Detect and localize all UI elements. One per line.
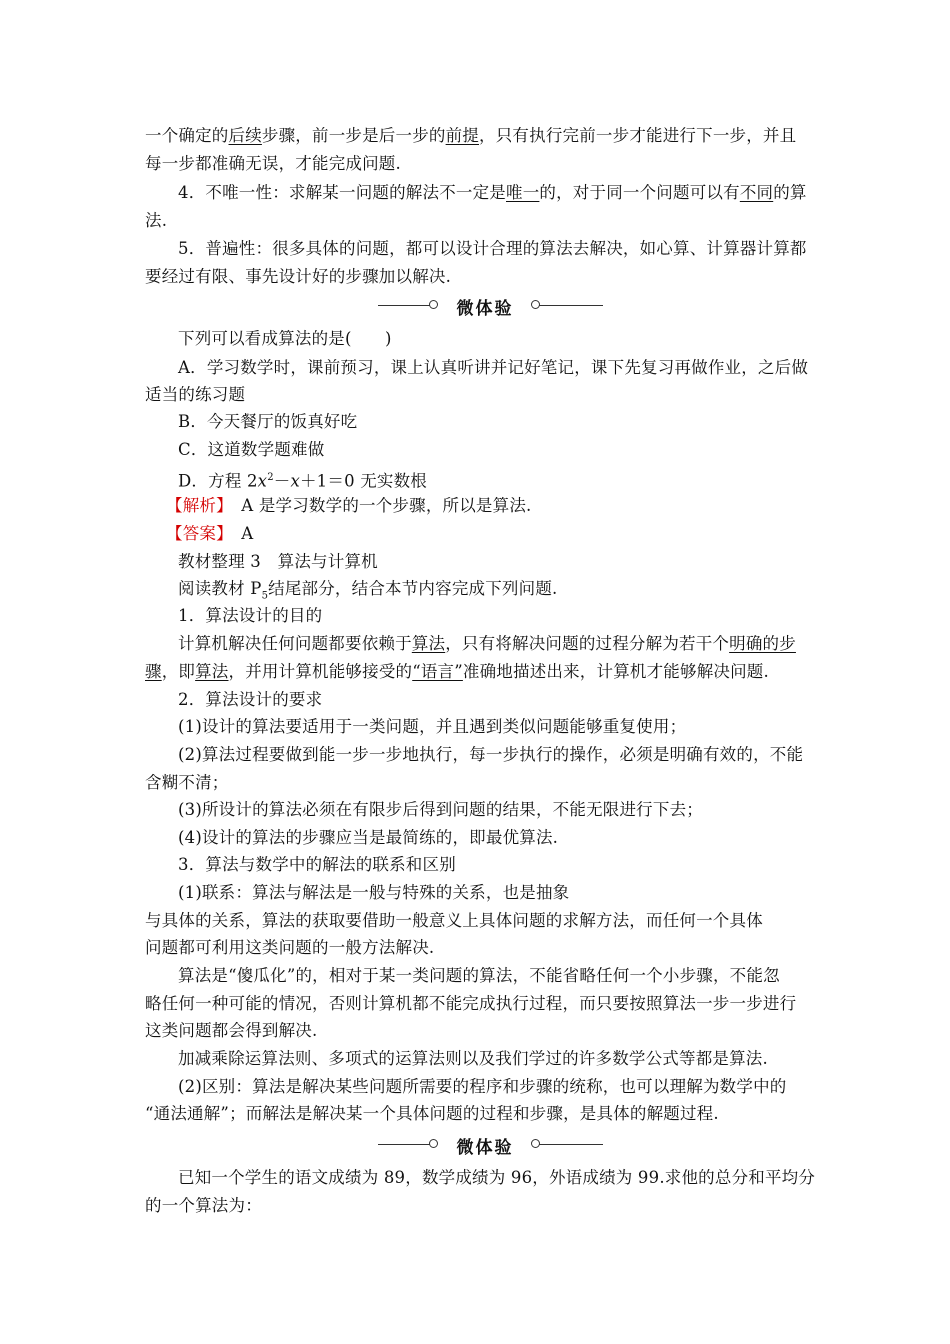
paragraph-line: (3)所设计的算法必须在有限步后得到问题的结果，不能无限进行下去； [178, 800, 703, 819]
paragraph-line: 阅读教材 $P_5$结尾部分，结合本节内容完成下列问题. [178, 579, 558, 602]
item-heading: 3．算法与数学中的解法的联系和区别 [178, 855, 456, 874]
option-a: A．学习数学时，课前预习，课上认真听讲并记好笔记，课下先复习再做作业，之后做 [178, 358, 809, 377]
section-title: 微体验 [456, 299, 514, 319]
paragraph-line: 已知一个学生的语文成绩为 89，数学成绩为 96，外语成绩为 99.求他的总分和平均分 [178, 1168, 816, 1187]
paragraph-line: 要经过有限、事先设计好的步骤加以解决. [145, 267, 452, 286]
answer-tag: 【答案】 [166, 524, 225, 543]
question-stem: 下列可以看成算法的是( ) [178, 329, 392, 348]
paragraph-line: 算法是“傻瓜化”的，相对于某一类问题的算法，不能省略任何一个小步骤，不能忽 [178, 966, 780, 985]
option-c: C．这道数学题难做 [178, 440, 325, 459]
paragraph-line: 4．不唯一性：求解某一问题的解法不一定是唯一的，对于同一个问题可以有不同的算 [178, 183, 807, 202]
paragraph-line: 含糊不清； [145, 773, 229, 792]
paragraph-line: 骤，即算法，并用计算机能够接受的“语言”准确地描述出来，计算机才能够解决问题. [145, 662, 769, 681]
section-divider [0, 1133, 950, 1157]
section-title: 微体验 [456, 1138, 514, 1158]
paragraph-line: (1)设计的算法要适用于一类问题，并且遇到类似问题能够重复使用； [178, 717, 687, 736]
paragraph-line: (2)区别：算法是解决某些问题所需要的程序和步骤的统称，也可以理解为数学中的 [178, 1077, 787, 1096]
paragraph-line: 每一步都准确无误，才能完成问题. [145, 154, 401, 173]
paragraph-line: 这类问题都会得到解决. [145, 1021, 318, 1040]
item-heading: 2．算法设计的要求 [178, 690, 323, 709]
paragraph-line: 略任何一种可能的情况，否则计算机都不能完成执行过程，而只要按照算法一步一步进行 [145, 994, 797, 1013]
paragraph-line: 一个确定的后续步骤，前一步是后一步的前提，只有执行完前一步才能进行下一步，并且 [145, 126, 797, 145]
paragraph-line: 的一个算法为： [145, 1196, 262, 1215]
paragraph-line: 5．普遍性：很多具体的问题，都可以设计合理的算法去解决，如心算、计算器计算都 [178, 239, 807, 258]
paragraph-line: 与具体的关系，算法的获取要借助一般意义上具体问题的求解方法，而任何一个具体 [145, 911, 763, 930]
paragraph-line: 法. [145, 211, 168, 230]
paragraph-line: (2)算法过程要做到能一步一步地执行，每一步执行的操作，必须是明确有效的，不能 [178, 745, 804, 764]
option-a-cont: 适当的练习题 [145, 385, 246, 404]
answer-line: 【答案】 A [166, 524, 254, 543]
paragraph-line: 问题都可利用这类问题的一般方法解决. [145, 938, 435, 957]
paragraph-line: (1)联系：算法与解法是一般与特殊的关系，也是抽象 [178, 883, 570, 902]
option-d: D．方程 $2x^2-x+1=0$ 无实数根 [178, 471, 428, 491]
paragraph-line: “通法通解”；而解法是解决某一个具体问题的过程和步骤，是具体的解题过程. [145, 1104, 719, 1123]
option-b: B．今天餐厅的饭真好吃 [178, 412, 358, 431]
analysis-tag: 【解析】 [166, 496, 225, 515]
analysis-line: 【解析】 A 是学习数学的一个步骤，所以是算法. [166, 496, 532, 515]
paragraph-line: (4)设计的算法的步骤应当是最简练的，即最优算法. [178, 828, 559, 847]
paragraph-line: 加减乘除运算法则、多项式的运算法则以及我们学过的许多数学公式等都是算法. [178, 1049, 768, 1068]
subsection-heading: 教材整理 3 算法与计算机 [178, 552, 378, 571]
section-divider [0, 294, 950, 318]
item-heading: 1．算法设计的目的 [178, 606, 323, 625]
paragraph-line: 计算机解决任何问题都要依赖于算法，只有将解决问题的过程分解为若干个明确的步 [178, 634, 796, 653]
